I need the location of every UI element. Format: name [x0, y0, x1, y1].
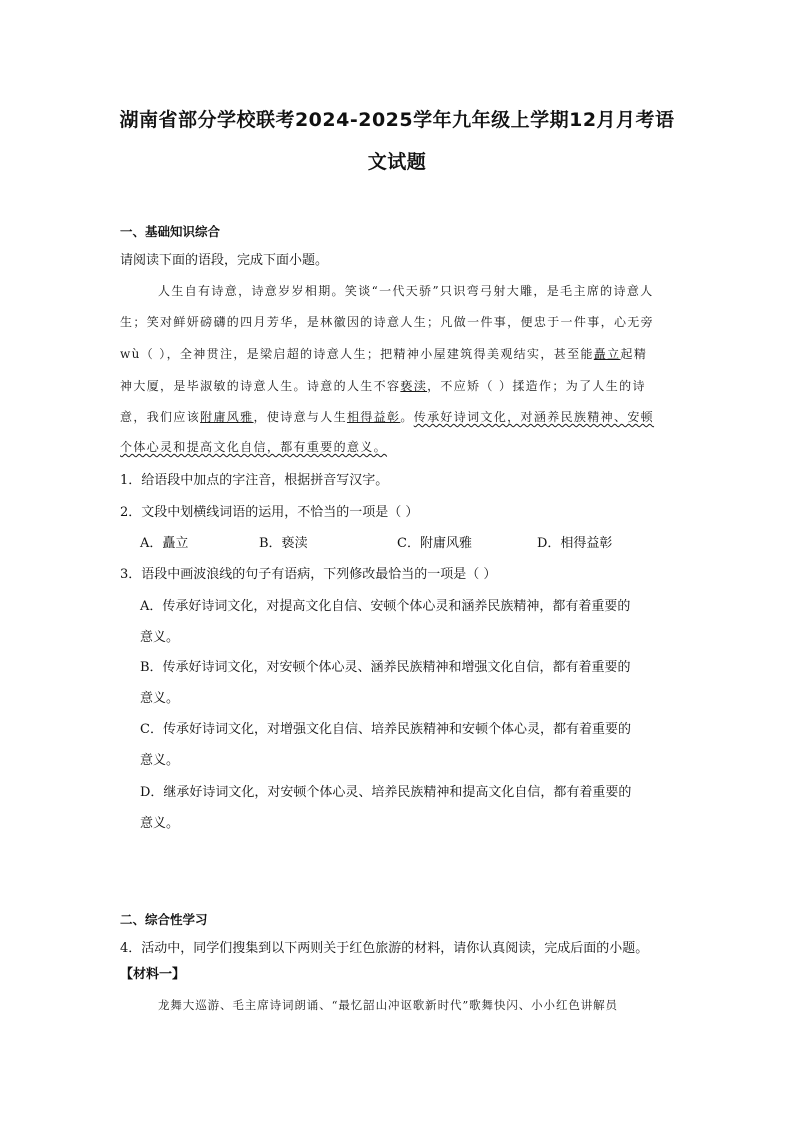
q3-option-b-line1: B．传承好诗词文化，对安顿个体心灵、涵养民族精神和增强文化自信，都有着重要的	[140, 660, 631, 675]
q3-option-b-line2: 意义。	[140, 691, 180, 706]
section2-heading: 二、综合性学习	[120, 912, 208, 927]
passage-line-1: 人生自有诗意，诗意岁岁相期。笑谈“一代天骄”只识弯弓射大雕，是毛主席的诗意人	[158, 284, 654, 298]
q3-option-a-line1: A．传承好诗词文化，对提高文化自信、安顿个体心灵和涵养民族精神，都有着重要的	[140, 599, 631, 614]
passage-line-3: wù（ ），全神贯注，是梁启超的诗意人生；把精神小屋建筑得美观结实，甚至能矗立起精	[120, 347, 648, 361]
material-one-line: 龙舞大巡游、毛主席诗词朗诵、“最忆韶山冲讴歌新时代”歌舞快闪、小小红色讲解员	[158, 998, 618, 1012]
q2-option-c: C．附庸风雅	[397, 536, 472, 551]
question-2: 2．文段中划横线词语的运用，不恰当的一项是（ ）	[120, 505, 419, 520]
question-4: 4．活动中，同学们搜集到以下两则关于红色旅游的材料，请你认真阅读，完成后面的小题。	[120, 941, 649, 956]
passage-line-6	[120, 438, 387, 455]
q3-option-c-line2: 意义。	[140, 753, 180, 768]
q3-option-d-line2: 意义。	[140, 816, 180, 831]
section1-instruction: 请阅读下面的语段，完成下面小题。	[120, 253, 329, 268]
q3-option-a-line2: 意义。	[140, 630, 180, 645]
passage-line-4: 神大厦，是毕淑敏的诗意人生。诗意的人生不容亵渎，不应矫（ ）揉造作；为了人生的诗	[120, 379, 646, 393]
underlined-word-fuyongfengya: 附庸风雅	[200, 410, 254, 424]
wavy-sentence-part2: 个体心灵和提高文化自信，都有重要的意义。	[120, 440, 388, 454]
underlined-word-chuli: 矗立	[593, 347, 621, 361]
page-title-line1: 湖南省部分学校联考2024-2025学年九年级上学期12月月考语	[119, 109, 675, 131]
underlined-word-xiedu: 亵渎	[400, 379, 428, 393]
material-one-label: 【材料一】	[120, 967, 186, 982]
q2-option-a: A．矗立	[140, 536, 189, 551]
q2-option-b: B．亵渎	[259, 536, 308, 551]
wavy-sentence-part1: 传承好诗词文化，对涵养民族精神、安顿	[413, 410, 655, 424]
q3-option-c-line1: C．传承好诗词文化，对增强文化自信、培养民族精神和安顿个体心灵，都有着重要的	[140, 722, 631, 737]
q2-option-d: D．相得益彰	[537, 536, 613, 551]
page-title-line2: 文试题	[367, 151, 427, 173]
question-3: 3．语段中画波浪线的句子有语病，下列修改最恰当的一项是（ ）	[120, 567, 497, 582]
section1-heading: 一、基础知识综合	[120, 224, 221, 239]
underlined-word-xiangdeyizhang: 相得益彰	[346, 410, 401, 424]
question-1: 1．给语段中加点的字注音，根据拼音写汉字。	[120, 473, 389, 488]
passage-line-5: 意，我们应该附庸风雅，使诗意与人生相得益彰。传承好诗词文化，对涵养民族精神、安顿	[120, 410, 655, 424]
passage-line-2: 生；笑对鲜妍磅礴的四月芳华，是林徽因的诗意人生；凡做一件事，便忠于一件事，心无旁	[120, 315, 655, 329]
q3-option-d-line1: D．继承好诗词文化，对安顿个体心灵、培养民族精神和提高文化自信，都有着重要的	[140, 785, 632, 800]
